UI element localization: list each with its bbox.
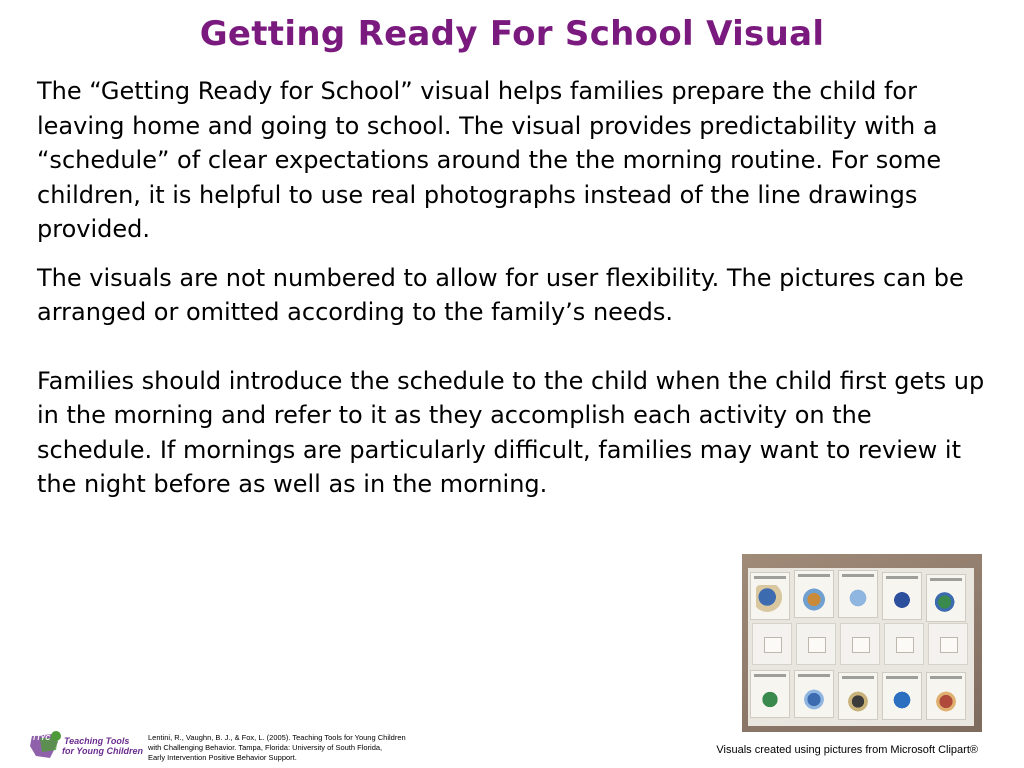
schedule-slot (752, 623, 792, 665)
schedule-board (748, 568, 974, 726)
clipart-credit: Visuals created using pictures from Microsoft Clipart® (716, 744, 978, 756)
citation-line-2: with Challenging Behavior. Tampa, Florida: University of South Florida, (148, 743, 383, 752)
schedule-slot (928, 623, 968, 665)
schedule-photo (742, 554, 982, 732)
logo-line-1: Teaching Tools (64, 736, 130, 746)
body-text (37, 74, 992, 502)
logo-line-2: for Young Children (62, 746, 143, 756)
schedule-slot (884, 623, 924, 665)
schedule-card (838, 672, 878, 720)
schedule-card (882, 572, 922, 620)
schedule-card (926, 574, 966, 622)
schedule-card (882, 672, 922, 720)
paragraph-intro: The “Getting Ready for School” visual helps families prepare the child for leaving home and going to school. The visual provides predictability with a “schedule” of clear expectations around the the morning routine. For some children, it is helpful to use real photographs instead of the line drawings provided. (37, 77, 942, 243)
schedule-card (794, 570, 834, 618)
schedule-slot (796, 623, 836, 665)
paragraph-usage: Families should introduce the schedule to the child when the child first gets up in the morning and refer to it as they accomplish each activity on the schedule. If mornings are particularly difficult, families may want to review it the night before as well as in the morning. (37, 366, 985, 498)
logo-mark: TTYC (32, 735, 51, 742)
citation-line-3: Early Intervention Positive Behavior Support. (148, 753, 297, 762)
citation-line-1: Lentini, R., Vaughn, B. J., & Fox, L. (2005). Teaching Tools for Young Children (148, 733, 406, 742)
paragraph-flexibility: The visuals are not numbered to allow for user flexibility. The pictures can be arranged or omitted according to the family’s needs. (37, 263, 964, 326)
schedule-card (794, 670, 834, 718)
schedule-card (750, 572, 790, 620)
page-title: Getting Ready For School Visual (199, 14, 825, 54)
teaching-tools-logo (28, 728, 143, 764)
schedule-card (838, 570, 878, 618)
schedule-card (750, 670, 790, 718)
citation (148, 733, 478, 763)
schedule-slot (840, 623, 880, 665)
schedule-card (926, 672, 966, 720)
